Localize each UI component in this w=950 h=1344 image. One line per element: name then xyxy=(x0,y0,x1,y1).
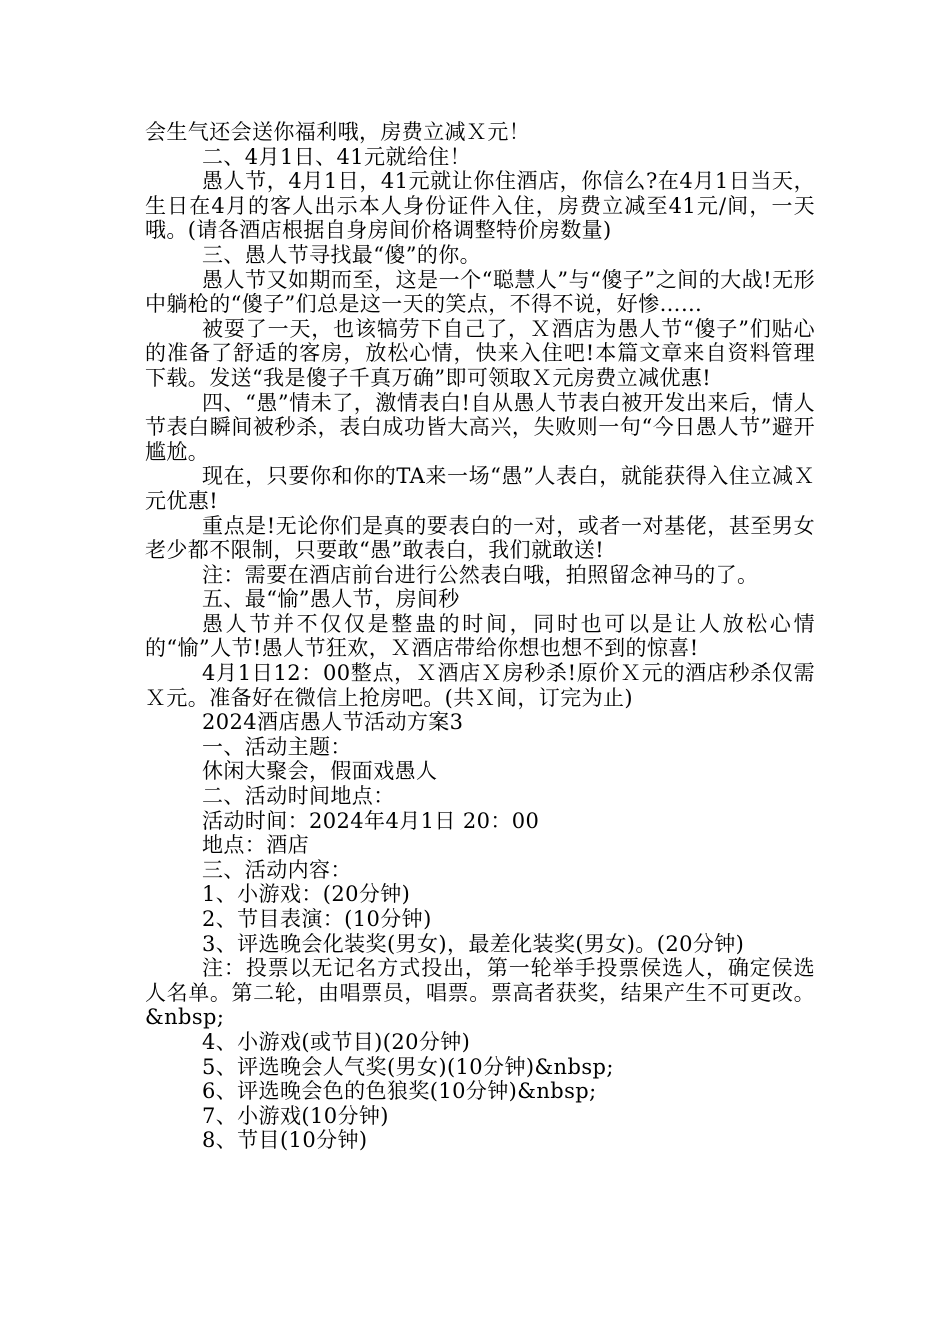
paragraph: 被耍了一天，也该犒劳下自己了，Ｘ酒店为愚人节“傻子”们贴心的准备了舒适的客房，放松心情，快来入住吧!本篇文章来自资料管理下载。发送“我是傻子千真万确”即可领取Ｘ元房费立减优惠! xyxy=(145,316,815,390)
section-heading: 二、4月1日、41元就给住！ xyxy=(202,144,472,169)
list-item: 1、小游戏：(20分钟) xyxy=(202,882,411,907)
note-paragraph: 注：投票以无记名方式投出，第一轮举手投票侯选人，确定侯选人名单。第二轮，由唱票员，唱票。票高者获奖，结果产生不可更改。&nbsp; xyxy=(145,956,815,1030)
paragraph: 地点：酒店 xyxy=(202,833,309,858)
paragraph: 活动时间：2024年4月1日 20：00 xyxy=(202,808,540,833)
paragraph: 重点是!无论你们是真的要表白的一对，或者一对基佬，甚至男女老少都不限制，只要敢“愚”敢表白，我们就敢送! xyxy=(145,513,815,563)
document-body xyxy=(145,120,815,1153)
section-heading: 一、活动主题： xyxy=(202,734,352,759)
list-item: 8、节目(10分钟) xyxy=(202,1128,368,1153)
paragraph: 休闲大聚会，假面戏愚人 xyxy=(202,759,438,784)
note-paragraph: 注：需要在酒店前台进行公然表白哦，拍照留念神马的了。 xyxy=(202,562,759,587)
paragraph: 会生气还会送你福利哦，房费立减Ｘ元！ xyxy=(145,120,531,144)
list-item: 5、评选晚会人气奖(男女)(10分钟)&nbsp; xyxy=(202,1054,614,1079)
paragraph: 四、“愚”情未了，激情表白!自从愚人节表白被开发出来后，情人节表白瞬间被秒杀，表白成功皆大高兴，失败则一句“今日愚人节”避开尴尬。 xyxy=(145,390,815,464)
section-heading: 二、活动时间地点： xyxy=(202,784,395,809)
list-item: 7、小游戏(10分钟) xyxy=(202,1103,389,1128)
section-heading: 五、最“愉”愚人节，房间秒 xyxy=(202,587,460,612)
paragraph: 愚人节并不仅仅是整蛊的时间，同时也可以是让人放松心情的“愉”人节!愚人节狂欢，Ｘ酒店带给你想也想不到的惊喜! xyxy=(145,611,815,661)
list-item: 2、节目表演：(10分钟) xyxy=(202,907,432,931)
plan-title: 2024酒店愚人节活动方案3 xyxy=(202,710,464,735)
list-item: 4、小游戏(或节目)(20分钟) xyxy=(202,1029,471,1054)
section-heading: 三、活动内容： xyxy=(202,857,352,882)
list-item: 6、评选晚会色的色狼奖(10分钟)&nbsp; xyxy=(202,1079,597,1104)
paragraph: 现在，只要你和你的TA来一场“愚”人表白，就能获得入住立减Ｘ元优惠! xyxy=(145,464,815,513)
section-heading: 三、愚人节寻找最“傻”的你。 xyxy=(202,242,482,267)
list-item: 3、评选晚会化装奖(男女)，最差化装奖(男女)。(20分钟) xyxy=(202,931,745,956)
paragraph: 4月1日12：00整点，Ｘ酒店Ｘ房秒杀!原价Ｘ元的酒店秒杀仅需Ｘ元。准备好在微信上抢房吧。(共Ｘ间，订完为止) xyxy=(145,661,815,710)
paragraph: 愚人节，4月1日，41元就让你住酒店，你信么?在4月1日当天，生日在4月的客人出示本人身份证件入住，房费立减至41元/间，一天哦。(请各酒店根据自身房间价格调整特价房数量) xyxy=(145,169,815,243)
paragraph: 愚人节又如期而至，这是一个“聪慧人”与“傻子”之间的大战!无形中躺枪的“傻子”们总是这一天的笑点，不得不说，好惨…… xyxy=(145,267,815,317)
